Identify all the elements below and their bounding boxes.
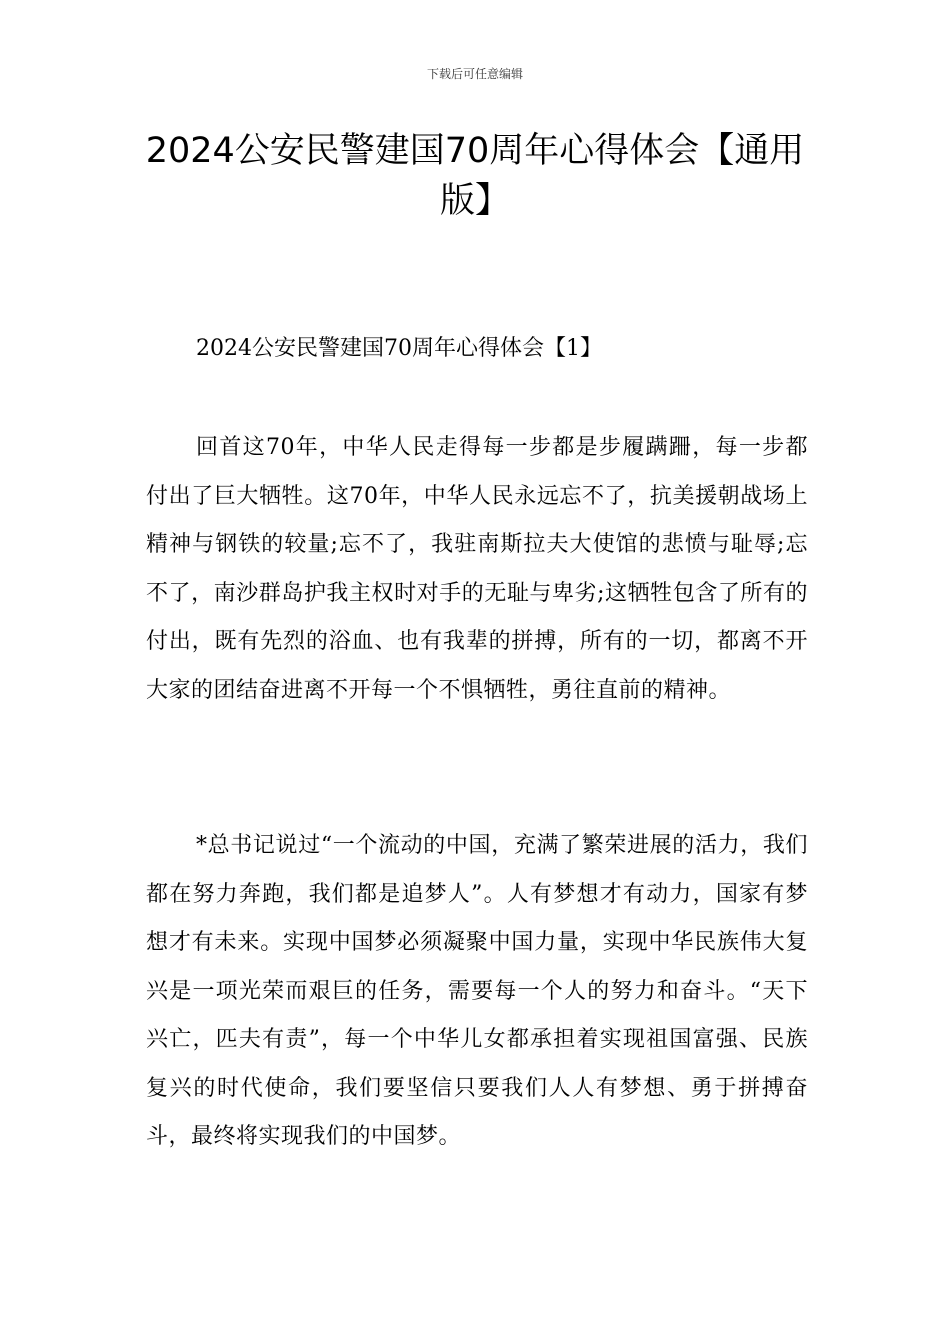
paragraph-1: 回首这70年，中华人民走得每一步都是步履蹒跚，每一步都付出了巨大牺牲。这70年，中华人民永远忘不了，抗美援朝战场上精神与钢铁的较量;忘不了，我驻南斯拉夫大使馆的悲愤与耻辱;忘不了，南沙群岛护我主权时对手的无耻与卑劣;这牺牲包含了所有的付出，既有先烈的浴血、也有我辈的拼搏，所有的一切，都离不开大家的团结奋进离不开每一个不惧牺牲，勇往直前的精神。 [146, 435, 808, 703]
header-note: 下载后可任意编辑 [426, 67, 523, 81]
document-title: 2024公安民警建国70周年心得体会【通用版】 [145, 131, 805, 221]
section-heading: 2024公安民警建国70周年心得体会【1】 [196, 336, 602, 361]
paragraph-2: *总书记说过“一个流动的中国，充满了繁荣进展的活力，我们都在努力奔跑，我们都是追梦人”。人有梦想才有动力，国家有梦想才有未来。实现中国梦必须凝聚中国力量，实现中华民族伟大复兴是一项光荣而艰巨的任务，需要每一个人的努力和奋斗。“天下兴亡，匹夫有责”，每一个中华儿女都承担着实现祖国富强、民族复兴的时代使命，我们要坚信只要我们人人有梦想、勇于拼搏奋斗，最终将实现我们的中国梦。 [146, 833, 808, 1149]
